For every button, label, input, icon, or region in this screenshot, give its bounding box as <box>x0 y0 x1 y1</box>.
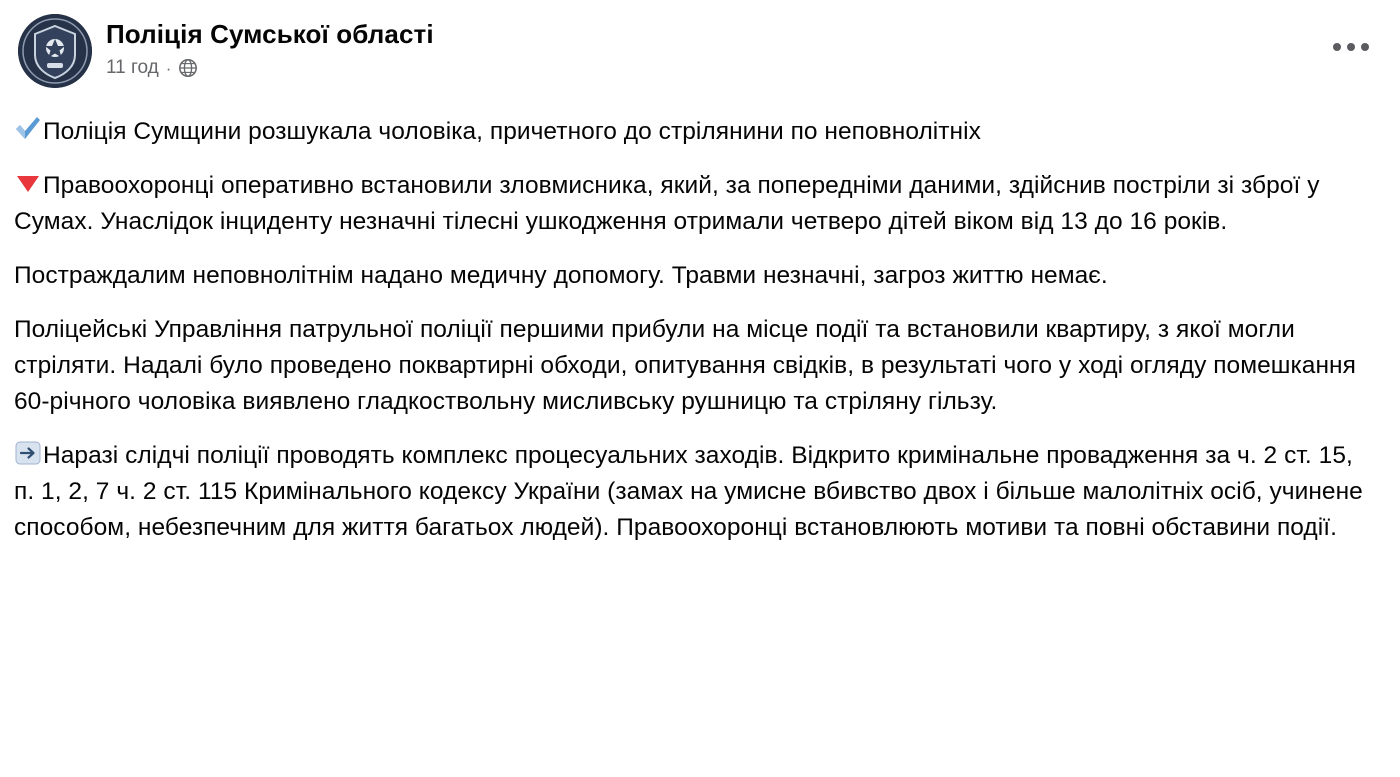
post-body <box>14 114 1374 546</box>
post-paragraph <box>14 258 1374 294</box>
menu-dot-1 <box>1333 43 1341 51</box>
paragraph-text: Наразі слідчі поліції проводять комплекс процесуальних заходів. Відкрито кримінальне провадження за ч. 2 ст. 15, п. 1, 2, 7 ч. 2 ст. 115 Кримінального кодексу України (замах на умисне вбивство двох і більше малолітніх осіб, учинене способом, небезпечним для життя багатьох людей). Правоохоронці встановлюють мотиви та повні обставини події. <box>14 442 1363 541</box>
post-meta <box>106 56 434 80</box>
menu-dot-3 <box>1361 43 1369 51</box>
paragraph-text: Постраждалим неповнолітнім надано медичну допомогу. Травми незначні, загроз життю немає. <box>14 262 1108 289</box>
right-arrow-button-icon <box>14 440 42 466</box>
post-paragraph <box>14 438 1374 546</box>
header-text <box>106 14 434 80</box>
meta-separator: · <box>165 58 172 78</box>
globe-icon[interactable] <box>178 58 198 78</box>
paragraph-text: Поліція Сумщини розшукала чоловіка, причетного до стрілянини по неповнолітніх <box>43 118 981 145</box>
post-paragraph <box>14 114 1374 150</box>
more-options-icon[interactable] <box>1328 30 1374 64</box>
post-header <box>14 14 1374 88</box>
paragraph-text: Правоохоронці оперативно встановили зловмисника, який, за попередніми даними, здійснив постріли зі зброї у Сумах. Унаслідок інциденту незначні тілесні ушкодження отримали четверо дітей віком від 13 до 16 років. <box>14 172 1320 235</box>
page-title[interactable]: Поліція Сумської області <box>106 19 434 49</box>
menu-dot-2 <box>1347 43 1355 51</box>
paragraph-text: Поліцейські Управління патрульної поліції першими прибули на місце події та встановили квартиру, з якої могли стріляти. Надалі було проведено поквартирні обходи, опитування свідків, в результаті чого у ході огляду помешкання 60-річного чоловіка виявлено гладкоствольну мисливську рушницю та стріляну гільзу. <box>14 316 1356 415</box>
red-triangle-down-icon <box>14 170 42 196</box>
check-mark-icon <box>14 116 42 142</box>
post-timestamp[interactable]: 11 год <box>106 57 159 78</box>
post-paragraph <box>14 168 1374 240</box>
post-paragraph <box>14 312 1374 420</box>
avatar[interactable] <box>18 14 92 88</box>
